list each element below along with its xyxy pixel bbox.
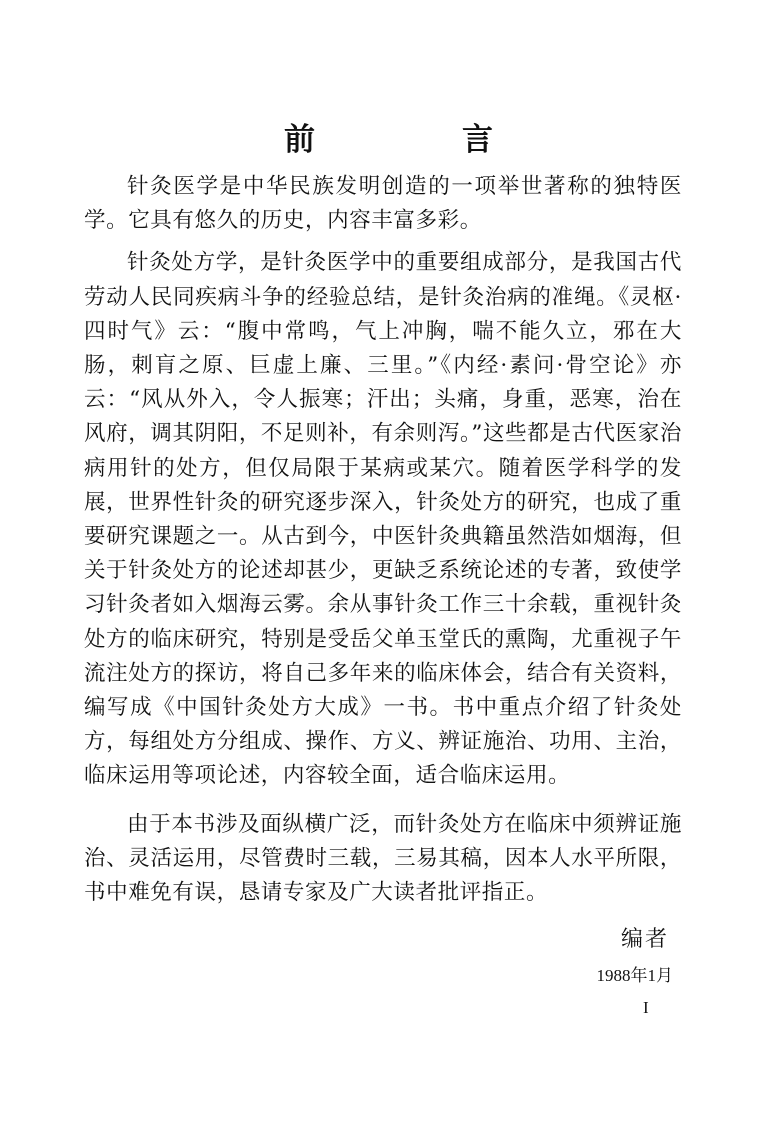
paragraph-main: 针灸处方学，是针灸医学中的重要组成部分，是我国古代劳动人民同疾病斗争的经验总结，是针灸治病的准绳。《灵枢·四时气》云：“腹中常鸣，气上冲胸，喘不能久立，邪在大肠，刺肓之原、巨虚上廉、三里。”《内经·素问·骨空论》亦云：“风从外入，令人振寒；汗出；头痛，身重，恶寒，治在风府，调其阴阳，不足则补，有余则泻。”这些都是古代医家治病用针的处方，但仅局限于某病或某穴。随着医学科学的发展，世界性针灸的研究逐步深入，针灸处方的研究，也成了重要研究课题之一。从古到今，中医针灸典籍虽然浩如烟海，但关于针灸处方的论述却甚少，更缺乏系统论述的专著，致使学习针灸者如入烟海云雾。余从事针灸工作三十余载，重视针灸处方的临床研究，特别是受岳父单玉堂氏的熏陶，尤重视子午流注处方的探访，将自己多年来的临床体会，结合有关资料，编写成《中国针灸处方大成》一书。书中重点介绍了针灸处方，每组处方分组成、操作、方义、辨证施治、功用、主治，临床运用等项论述，内容较全面，适合临床运用。 (84, 250, 682, 789)
page-number: I (643, 998, 649, 1017)
date-line: 1988年1月 (596, 966, 673, 985)
paragraph-intro: 针灸医学是中华民族发明创造的一项举世著称的独特医学。它具有悠久的历史，内容丰富多彩。 (84, 174, 682, 234)
preface-body (84, 170, 682, 918)
page-title: 前 言 (284, 122, 551, 158)
paragraph-closing: 由于本书涉及面纵横广泛，而针灸处方在临床中须辨证施治、灵活运用，尽管费时三载，三易其稿，因本人水平所限，书中难免有误，恳请专家及广大读者批评指正。 (84, 811, 682, 906)
author-signature: 编者 (620, 927, 669, 952)
